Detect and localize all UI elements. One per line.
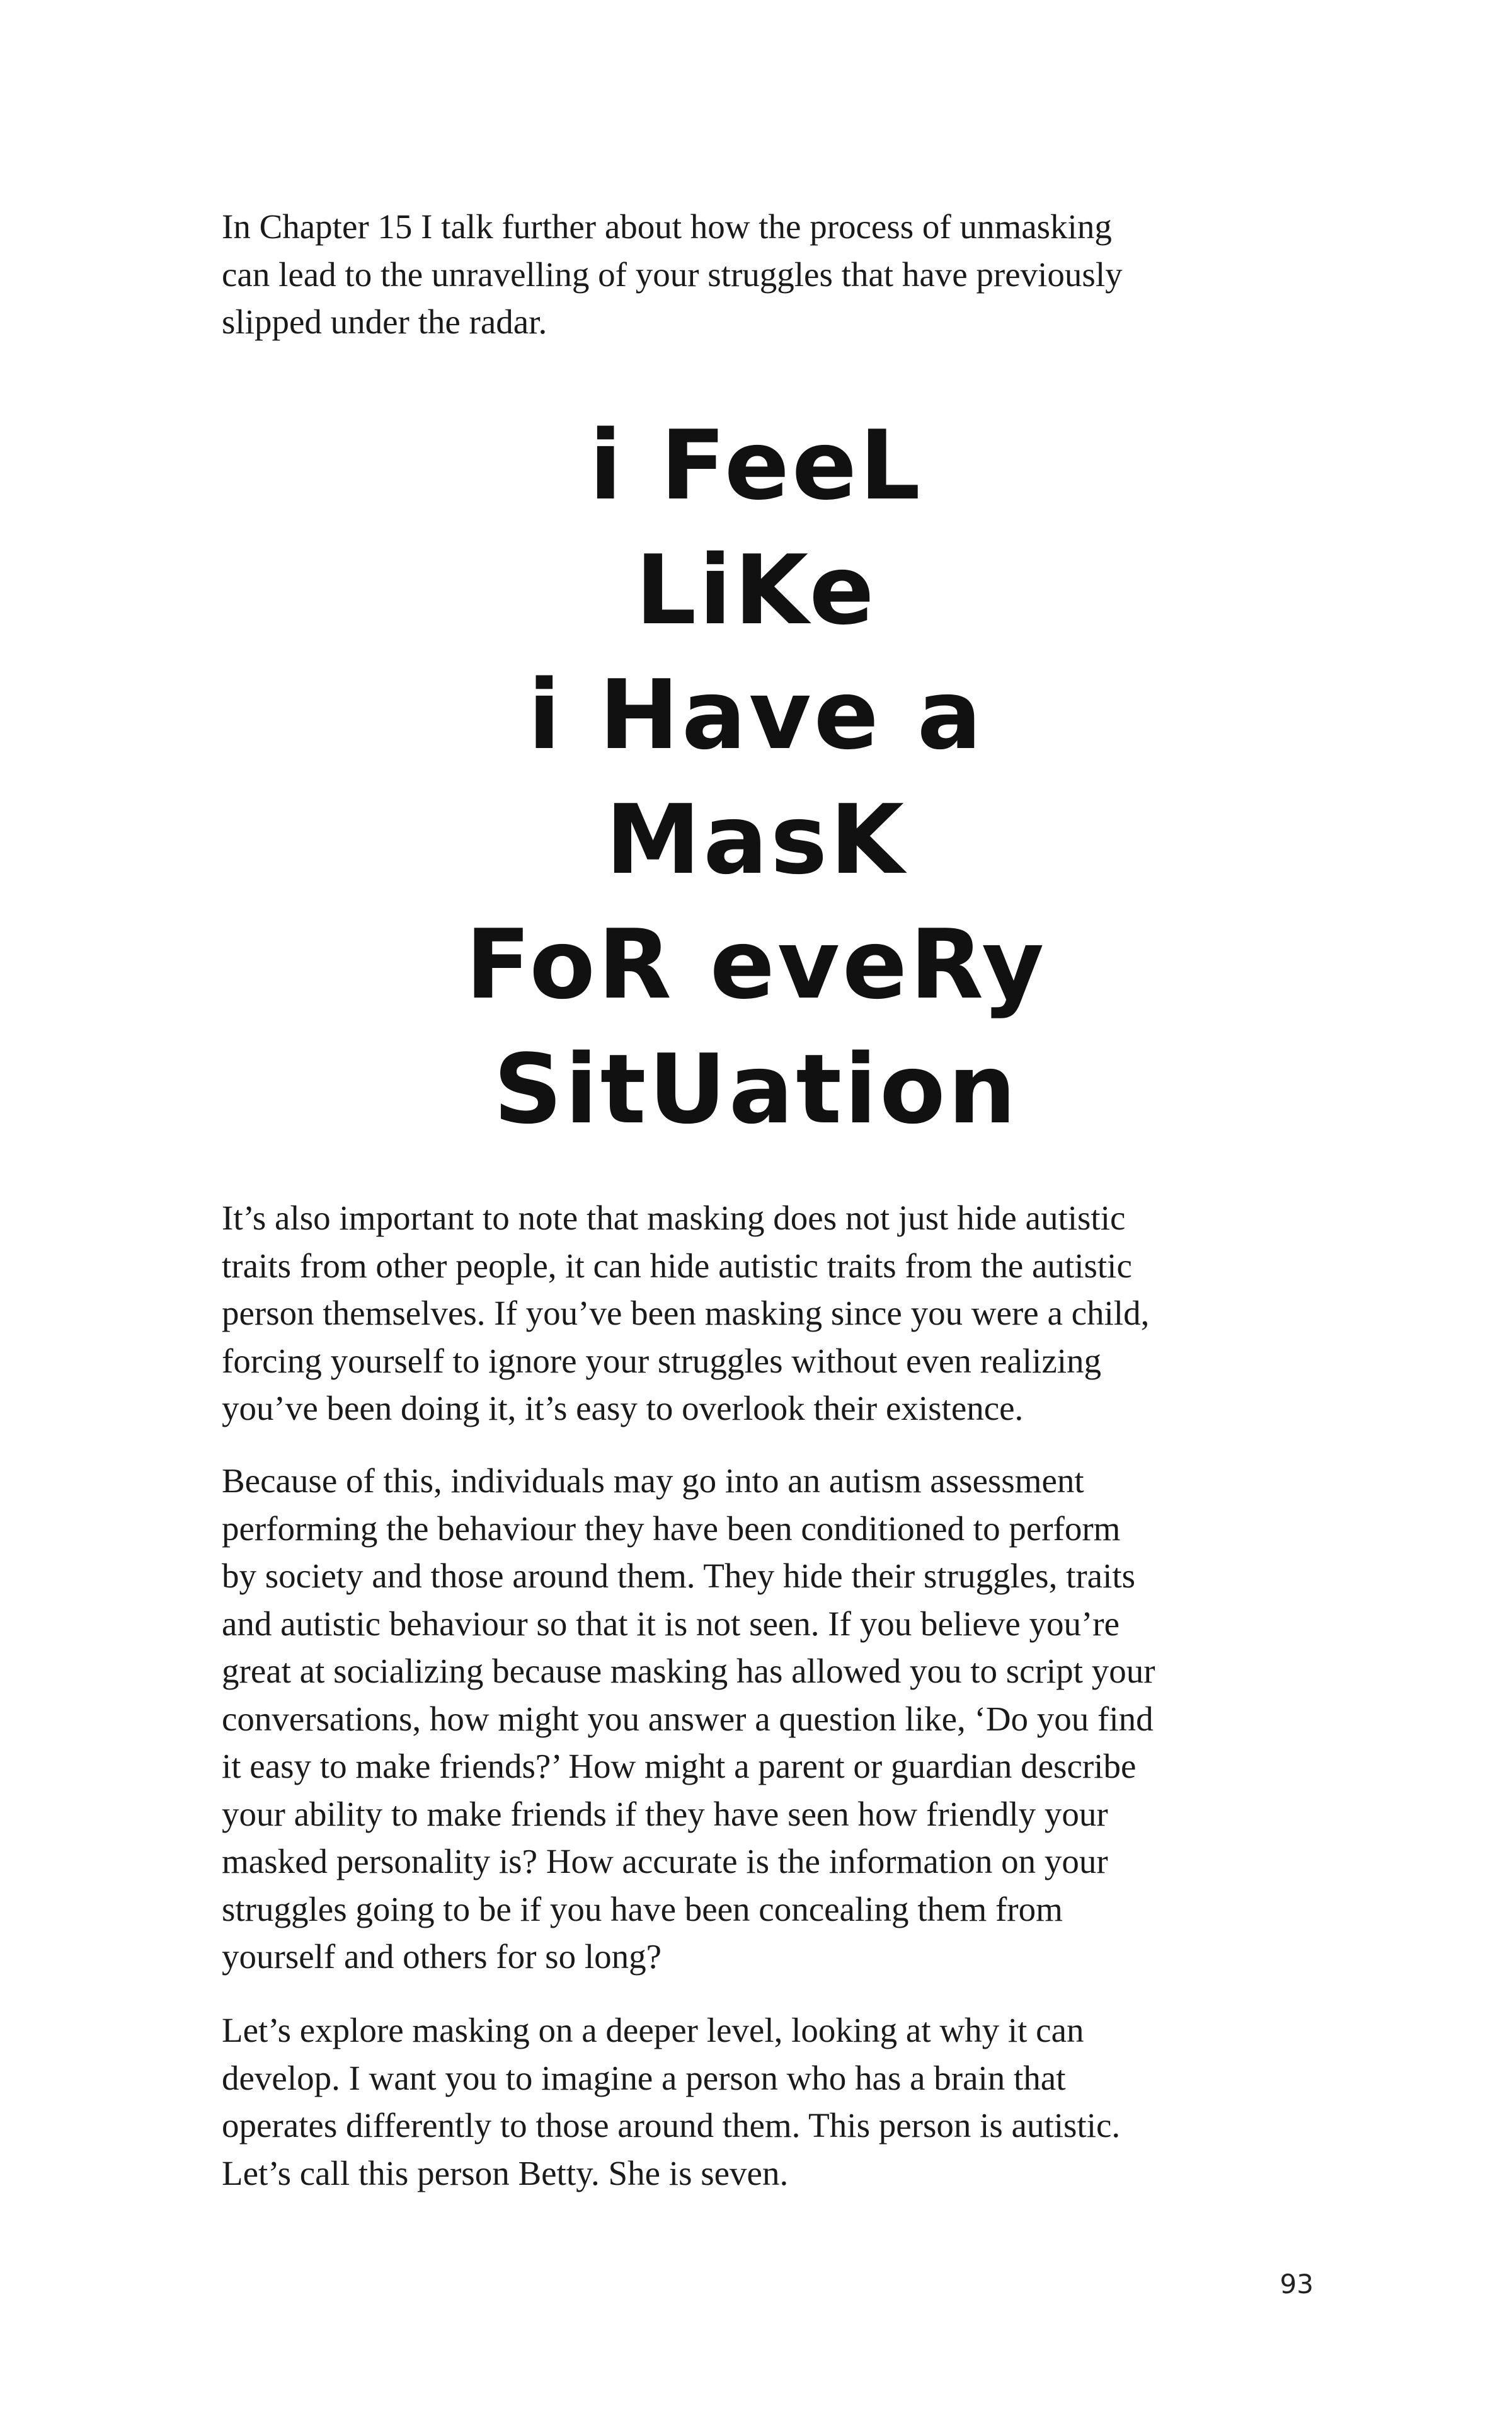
text-line: yourself and others for so long?	[222, 1937, 662, 1976]
paragraph-explore-masking	[222, 2006, 1305, 2197]
paragraph-intro	[222, 203, 1305, 346]
paragraph-important-note	[222, 1194, 1305, 1432]
text-line: performing the behaviour they have been conditioned to perform	[222, 1509, 1121, 1548]
text-line: forcing yourself to ignore your struggles without even realizing	[222, 1341, 1102, 1380]
text-line: develop. I want you to imagine a person who has a brain that	[222, 2058, 1066, 2097]
text-line: masked personality is? How accurate is the information on your	[222, 1842, 1108, 1880]
text-line: Let’s explore masking on a deeper level, looking at why it can	[222, 2011, 1084, 2049]
text-line: your ability to make friends if they have seen how friendly your	[222, 1794, 1108, 1833]
quote-line: i Have a	[527, 659, 985, 771]
quote-line: FoR eveRy	[465, 909, 1047, 1020]
text-line: you’ve been doing it, it’s easy to overlook their existence.	[222, 1389, 1024, 1427]
text-line: slipped under the radar.	[222, 302, 547, 341]
text-line: In Chapter 15 I talk further about how the process of unmasking	[222, 207, 1112, 246]
text-line: conversations, how might you answer a question like, ‘Do you find	[222, 1699, 1154, 1738]
text-line: Let’s call this person Betty. She is seven.	[222, 2153, 789, 2192]
quote-line: SitUation	[493, 1033, 1019, 1145]
text-line: it easy to make friends?’ How might a parent or guardian describe	[222, 1747, 1137, 1785]
quote-line: LiKe	[635, 534, 877, 646]
paragraph-assessment	[222, 1457, 1305, 1981]
text-line: struggles going to be if you have been concealing them from	[222, 1889, 1063, 1928]
text-line: It’s also important to note that masking does not just hide autistic	[222, 1199, 1126, 1237]
quote-line: i FeeL	[589, 410, 923, 521]
text-line: operates differently to those around them. This person is autistic.	[222, 2106, 1121, 2144]
text-line: by society and those around them. They hide their struggles, traits	[222, 1557, 1136, 1595]
text-line: and autistic behaviour so that it is not seen. If you believe you’re	[222, 1604, 1120, 1643]
text-line: can lead to the unravelling of your struggles that have previously	[222, 255, 1123, 294]
text-line: great at socializing because masking has allowed you to script your	[222, 1652, 1155, 1690]
text-line: person themselves. If you’ve been masking since you were a child,	[222, 1294, 1150, 1332]
quote-line: MasK	[605, 784, 907, 895]
text-line: traits from other people, it can hide autistic traits from the autistic	[222, 1246, 1132, 1285]
text-line: Because of this, individuals may go into an autism assessment	[222, 1461, 1084, 1500]
pull-quote-illustration	[0, 403, 1512, 1152]
page-number: 93	[1280, 2269, 1314, 2300]
